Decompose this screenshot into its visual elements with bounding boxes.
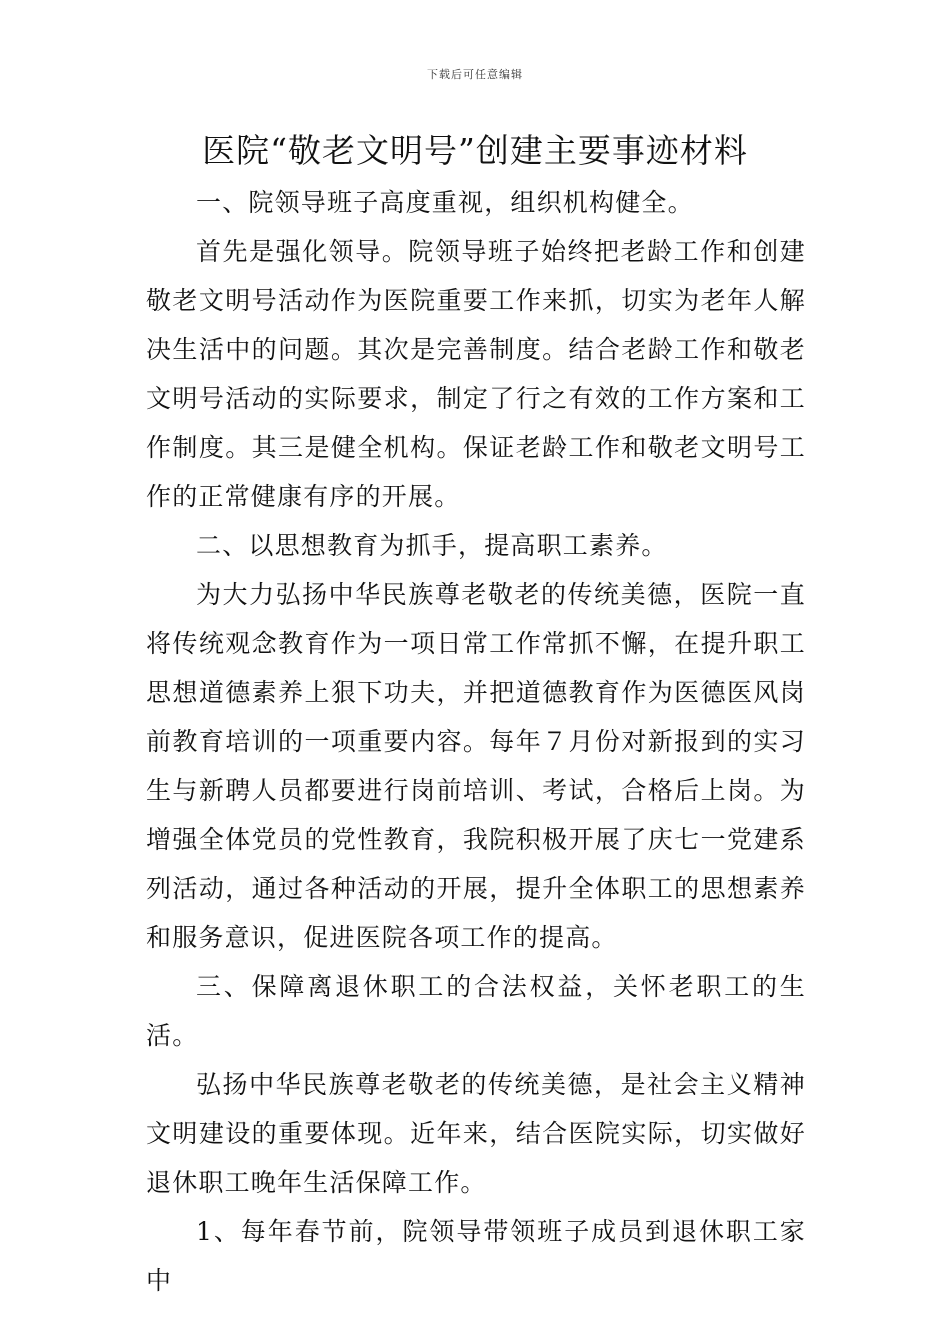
document-body — [146, 178, 806, 1305]
header-note: 下载后可任意编辑 — [427, 68, 523, 81]
document-title: 医院“敬老文明号”创建主要事迹材料 — [202, 131, 748, 170]
paragraph-1: 首先是强化领导。院领导班子始终把老龄工作和创建敬老文明号活动作为医院重要工作来抓，切实为老年人解决生活中的问题。其次是完善制度。结合老龄工作和敬老文明号活动的实际要求，制定了行之有效的工作方案和工作制度。其三是健全机构。保证老龄工作和敬老文明号工作的正常健康有序的开展。 — [146, 237, 806, 511]
section-heading-1: 一、院领导班子高度重视，组织机构健全。 — [196, 188, 694, 217]
paragraph-2: 为大力弘扬中华民族尊老敬老的传统美德，医院一直将传统观念教育作为一项日常工作常抓不懈，在提升职工思想道德素养上狠下功夫，并把道德教育作为医德医风岗前教育培训的一项重要内容。每年７月份对新报到的实习生与新聘人员都要进行岗前培训、考试，合格后上岗。为增强全体党员的党性教育，我院积极开展了庆七一党建系列活动，通过各种活动的开展，提升全体职工的思想素养和服务意识，促进医院各项工作的提高。 — [146, 580, 806, 952]
paragraph-3: 弘扬中华民族尊老敬老的传统美德，是社会主义精神文明建设的重要体现。近年来，结合医院实际，切实做好退休职工晚年生活保障工作。 — [146, 1070, 806, 1197]
paragraph-4: 1、每年春节前，院领导带领班子成员到退休职工家中 — [146, 1217, 806, 1295]
section-heading-2: 二、以思想教育为抓手，提高职工素养。 — [196, 531, 668, 560]
section-heading-3: 三、保障离退休职工的合法权益，关怀老职工的生活。 — [146, 972, 806, 1050]
